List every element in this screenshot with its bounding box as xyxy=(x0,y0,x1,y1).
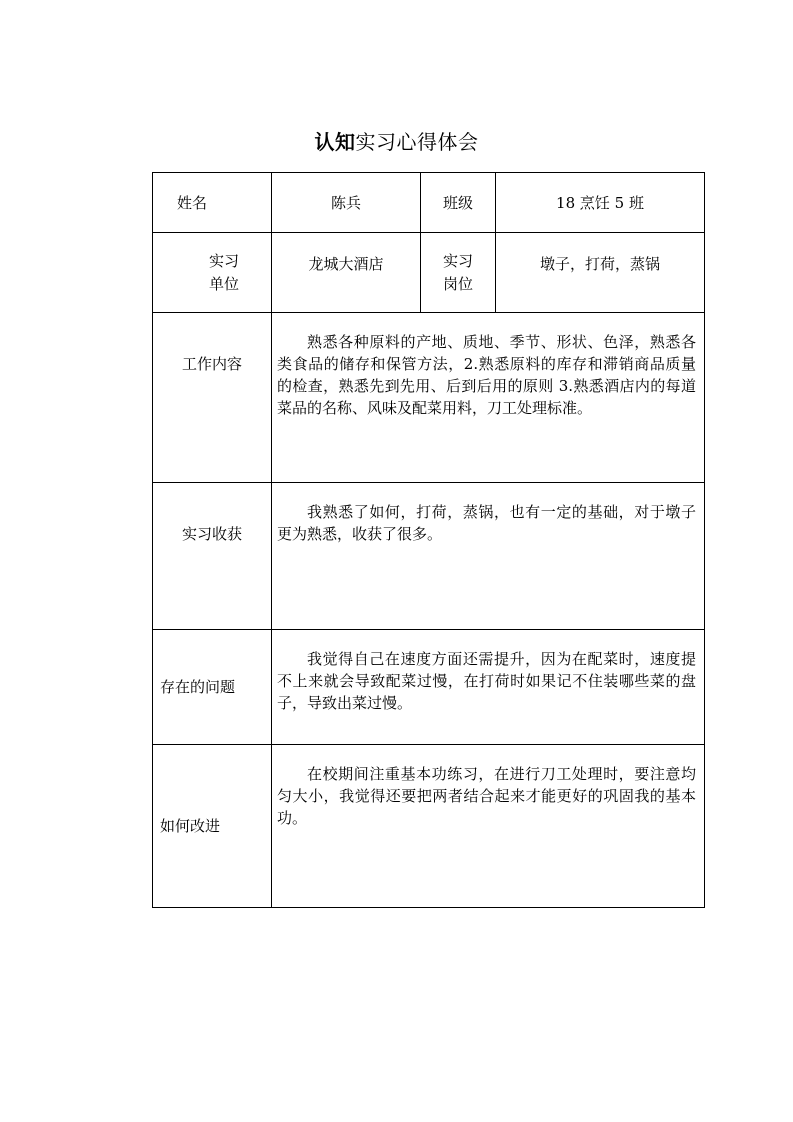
unit-label-line1: 实习 xyxy=(208,251,239,270)
page-title xyxy=(0,126,793,155)
row-gain xyxy=(153,483,705,630)
improve-label: 如何改进 xyxy=(153,745,272,908)
unit-label xyxy=(153,233,272,313)
internship-form-table xyxy=(152,172,705,908)
row-unit-post xyxy=(153,233,705,313)
post-label-line1: 实习 xyxy=(442,251,473,270)
gain-text: 我熟悉了如何，打荷，蒸锅，也有一定的基础，对于墩子更为熟悉，收获了很多。 xyxy=(272,483,705,630)
work-text: 熟悉各种原料的产地、质地、季节、形状、色泽，熟悉各类食品的储存和保管方法，2.熟悉原料的库存和滞销商品质量的检查，熟悉先到先用、后到后用的原则 3.熟悉酒店内的每道菜品的名称、风味及配菜用料，刀工处理标准。 xyxy=(272,313,705,483)
row-name-class xyxy=(153,173,705,233)
work-label: 工作内容 xyxy=(153,313,272,483)
gain-label: 实习收获 xyxy=(153,483,272,630)
class-value: 18 烹饪 5 班 xyxy=(496,173,705,233)
name-value: 陈兵 xyxy=(272,173,421,233)
problem-label: 存在的问题 xyxy=(153,630,272,745)
unit-label-line2: 单位 xyxy=(208,274,239,293)
unit-value: 龙城大酒店 xyxy=(272,233,421,313)
post-value: 墩子，打荷，蒸锅 xyxy=(496,233,705,313)
post-label xyxy=(421,233,496,313)
row-improve xyxy=(153,745,705,908)
class-label: 班级 xyxy=(421,173,496,233)
title-bold-part: 认知 xyxy=(314,130,356,154)
name-label: 姓名 xyxy=(153,173,272,233)
title-rest-part: 实习心得体会 xyxy=(355,130,479,154)
improve-text: 在校期间注重基本功练习，在进行刀工处理时，要注意均匀大小，我觉得还要把两者结合起来才能更好的巩固我的基本功。 xyxy=(272,745,705,908)
row-problem xyxy=(153,630,705,745)
post-label-line2: 岗位 xyxy=(442,274,473,293)
problem-text: 我觉得自己在速度方面还需提升，因为在配菜时，速度提不上来就会导致配菜过慢，在打荷时如果记不住装哪些菜的盘子，导致出菜过慢。 xyxy=(272,630,705,745)
row-work-content xyxy=(153,313,705,483)
